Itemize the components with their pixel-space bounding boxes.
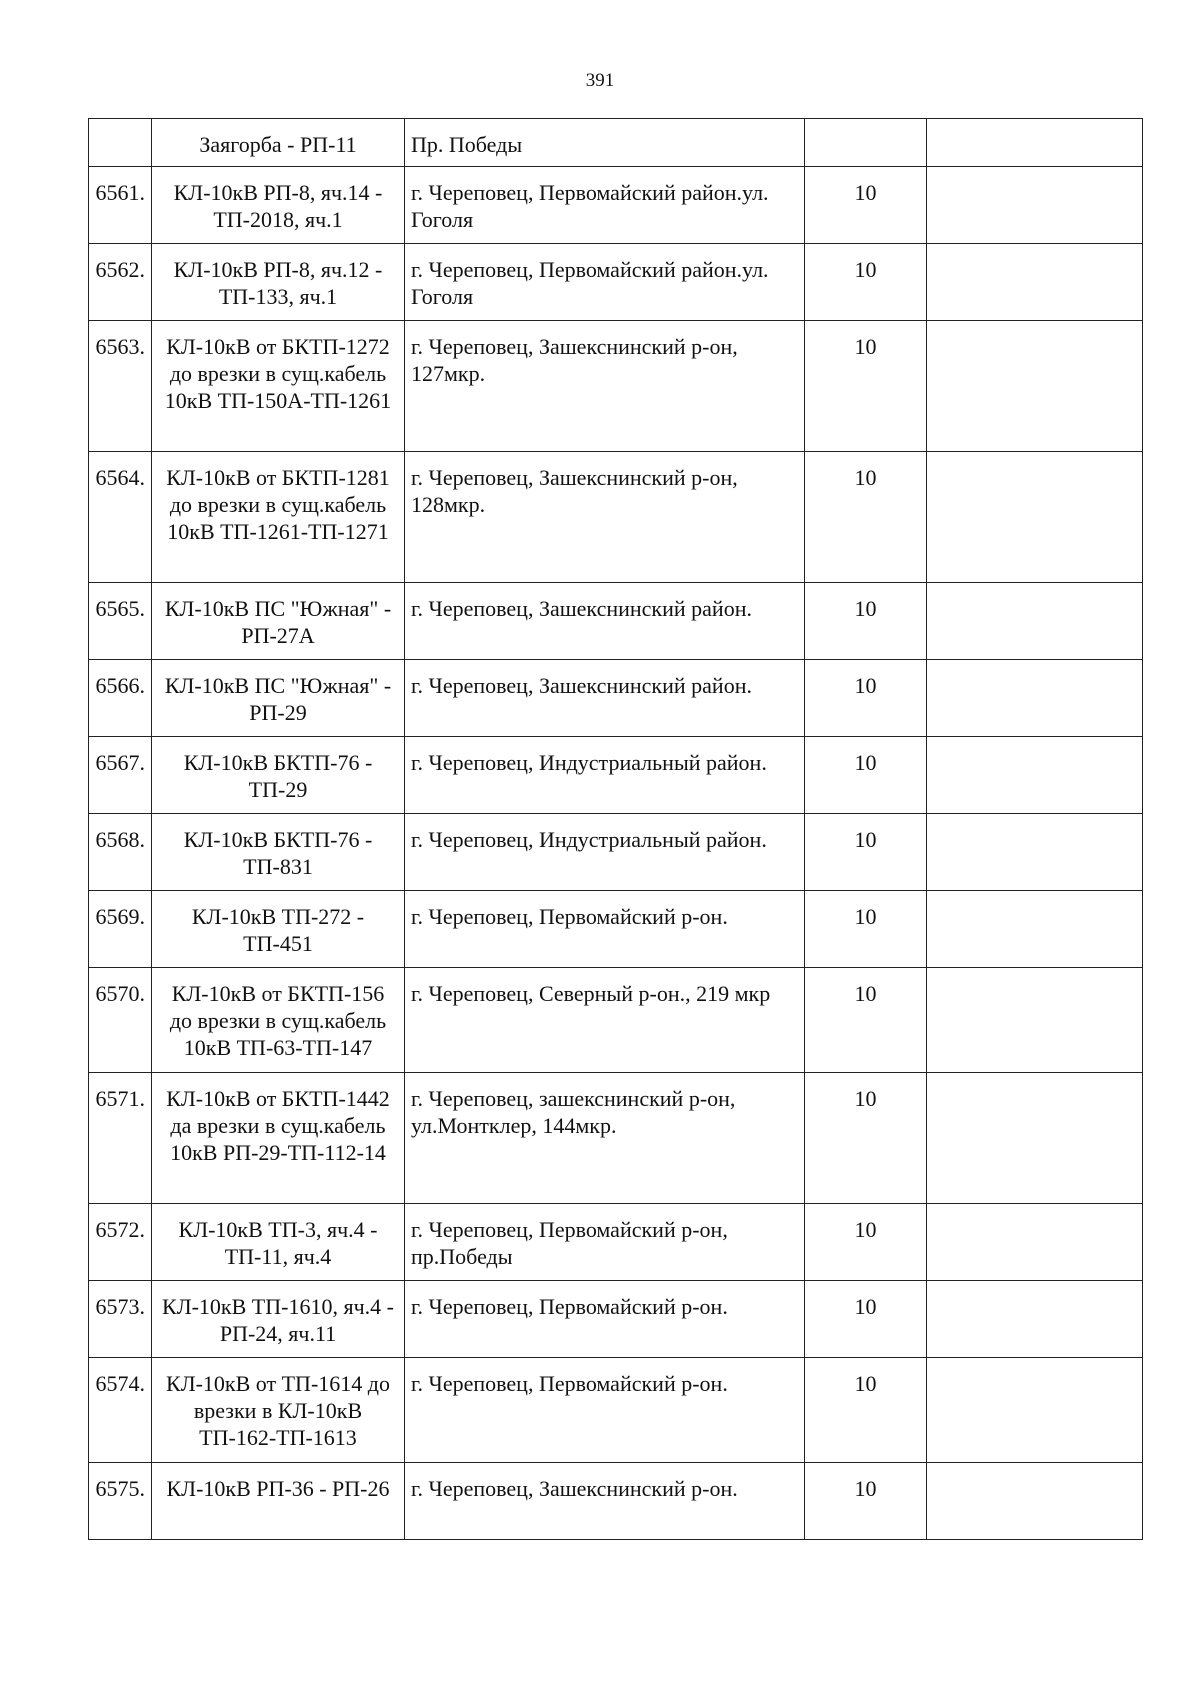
table-row: [89, 244, 1143, 321]
notes-cell: [927, 583, 1143, 660]
voltage-cell: 10: [805, 1358, 927, 1463]
row-number-cell: [89, 119, 152, 167]
cable-line-name-cell: КЛ-10кВ БКТП-76 - ТП-831: [152, 814, 405, 891]
row-number-cell: 6568.: [89, 814, 152, 891]
voltage-cell: 10: [805, 1073, 927, 1204]
table-row: [89, 1073, 1143, 1204]
cable-line-name-cell: КЛ-10кВ от ТП-1614 до врезки в КЛ-10кВ ТП-162-ТП-1613: [152, 1358, 405, 1463]
address-cell: г. Череповец, зашекснинский р-он, ул.Монтклер, 144мкр.: [405, 1073, 805, 1204]
notes-cell: [927, 1463, 1143, 1540]
voltage-cell: 10: [805, 244, 927, 321]
cable-line-name-cell: КЛ-10кВ РП-36 - РП-26: [152, 1463, 405, 1540]
address-cell: г. Череповец, Первомайский р-он.: [405, 891, 805, 968]
voltage-cell: 10: [805, 660, 927, 737]
notes-cell: [927, 660, 1143, 737]
table-row: [89, 660, 1143, 737]
table-row: [89, 1358, 1143, 1463]
notes-cell: [927, 167, 1143, 244]
cable-line-name-cell: КЛ-10кВ РП-8, яч.14 - ТП-2018, яч.1: [152, 167, 405, 244]
address-cell: г. Череповец, Северный р-он., 219 мкр: [405, 968, 805, 1073]
row-number-cell: 6563.: [89, 321, 152, 452]
address-cell: г. Череповец, Первомайский р-он, пр.Победы: [405, 1204, 805, 1281]
page-number: 391: [585, 70, 615, 91]
table-row: [89, 119, 1143, 167]
row-number-cell: 6565.: [89, 583, 152, 660]
table-row: [89, 452, 1143, 583]
table-row: [89, 167, 1143, 244]
address-cell: Пр. Победы: [405, 119, 805, 167]
table-row: [89, 1204, 1143, 1281]
row-number-cell: 6569.: [89, 891, 152, 968]
table-row: [89, 968, 1143, 1073]
address-cell: г. Череповец, Первомайский р-он.: [405, 1281, 805, 1358]
address-cell: г. Череповец, Первомайский р-он.: [405, 1358, 805, 1463]
row-number-cell: 6571.: [89, 1073, 152, 1204]
voltage-cell: 10: [805, 814, 927, 891]
address-cell: г. Череповец, Первомайский район.ул. Гоголя: [405, 167, 805, 244]
notes-cell: [927, 244, 1143, 321]
notes-cell: [927, 321, 1143, 452]
address-cell: г. Череповец, Индустриальный район.: [405, 814, 805, 891]
table-row: [89, 814, 1143, 891]
address-cell: г. Череповец, Зашекснинский р-он, 128мкр.: [405, 452, 805, 583]
voltage-cell: 10: [805, 167, 927, 244]
notes-cell: [927, 968, 1143, 1073]
row-number-cell: 6573.: [89, 1281, 152, 1358]
table-body: [89, 119, 1143, 1540]
row-number-cell: 6574.: [89, 1358, 152, 1463]
notes-cell: [927, 1281, 1143, 1358]
row-number-cell: 6567.: [89, 737, 152, 814]
cable-line-name-cell: КЛ-10кВ ПС "Южная" - РП-29: [152, 660, 405, 737]
row-number-cell: 6572.: [89, 1204, 152, 1281]
cable-line-name-cell: КЛ-10кВ ПС "Южная" - РП-27А: [152, 583, 405, 660]
table-row: [89, 737, 1143, 814]
voltage-cell: 10: [805, 452, 927, 583]
cable-line-name-cell: КЛ-10кВ от БКТП-1442 да врезки в сущ.кабель 10кВ РП-29-ТП-112-14: [152, 1073, 405, 1204]
notes-cell: [927, 737, 1143, 814]
address-cell: г. Череповец, Первомайский район.ул. Гоголя: [405, 244, 805, 321]
cable-registry-table: [88, 118, 1143, 1540]
cable-line-name-cell: КЛ-10кВ от БКТП-156 до врезки в сущ.кабель 10кВ ТП-63-ТП-147: [152, 968, 405, 1073]
table-row: [89, 1281, 1143, 1358]
cable-line-name-cell: КЛ-10кВ ТП-272 - ТП-451: [152, 891, 405, 968]
address-cell: г. Череповец, Зашекснинский район.: [405, 583, 805, 660]
row-number-cell: 6575.: [89, 1463, 152, 1540]
notes-cell: [927, 452, 1143, 583]
cable-line-name-cell: КЛ-10кВ ТП-1610, яч.4 - РП-24, яч.11: [152, 1281, 405, 1358]
cable-line-name-cell: Заягорба - РП-11: [152, 119, 405, 167]
cable-line-name-cell: КЛ-10кВ БКТП-76 - ТП-29: [152, 737, 405, 814]
notes-cell: [927, 119, 1143, 167]
notes-cell: [927, 814, 1143, 891]
row-number-cell: 6561.: [89, 167, 152, 244]
voltage-cell: 10: [805, 1204, 927, 1281]
voltage-cell: 10: [805, 1463, 927, 1540]
voltage-cell: 10: [805, 1281, 927, 1358]
address-cell: г. Череповец, Индустриальный район.: [405, 737, 805, 814]
voltage-cell: 10: [805, 737, 927, 814]
notes-cell: [927, 1204, 1143, 1281]
address-cell: г. Череповец, Зашекснинский район.: [405, 660, 805, 737]
notes-cell: [927, 1073, 1143, 1204]
row-number-cell: 6566.: [89, 660, 152, 737]
cable-line-name-cell: КЛ-10кВ от БКТП-1281 до врезки в сущ.кабель 10кВ ТП-1261-ТП-1271: [152, 452, 405, 583]
address-cell: г. Череповец, Зашекснинский р-он.: [405, 1463, 805, 1540]
voltage-cell: 10: [805, 321, 927, 452]
voltage-cell: 10: [805, 891, 927, 968]
notes-cell: [927, 1358, 1143, 1463]
row-number-cell: 6562.: [89, 244, 152, 321]
cable-line-name-cell: КЛ-10кВ от БКТП-1272 до врезки в сущ.кабель 10кВ ТП-150А-ТП-1261: [152, 321, 405, 452]
notes-cell: [927, 891, 1143, 968]
voltage-cell: [805, 119, 927, 167]
voltage-cell: 10: [805, 968, 927, 1073]
cable-line-name-cell: КЛ-10кВ ТП-3, яч.4 - ТП-11, яч.4: [152, 1204, 405, 1281]
row-number-cell: 6564.: [89, 452, 152, 583]
cable-line-name-cell: КЛ-10кВ РП-8, яч.12 - ТП-133, яч.1: [152, 244, 405, 321]
table-row: [89, 321, 1143, 452]
address-cell: г. Череповец, Зашекснинский р-он, 127мкр.: [405, 321, 805, 452]
table-row: [89, 891, 1143, 968]
voltage-cell: 10: [805, 583, 927, 660]
table-row: [89, 1463, 1143, 1540]
table-row: [89, 583, 1143, 660]
row-number-cell: 6570.: [89, 968, 152, 1073]
